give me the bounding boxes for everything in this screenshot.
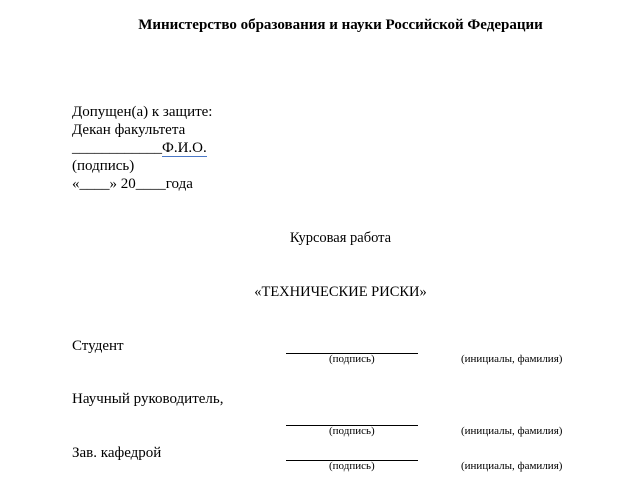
dean-signature-hint: (подпись) — [72, 158, 135, 174]
dean-fio: Ф.И.О. — [162, 140, 207, 156]
dean-fio-line — [72, 140, 207, 157]
student-name-hint: (инициалы, фамилия) — [461, 353, 563, 365]
supervisor-name-hint: (инициалы, фамилия) — [461, 425, 563, 437]
admitted-label: Допущен(а) к защите: — [72, 104, 213, 120]
dean-blank: ____________ — [72, 140, 162, 156]
student-label: Студент — [72, 338, 124, 354]
supervisor-label: Научный руководитель, — [72, 391, 224, 407]
ministry-title: Министерство образования и науки Российской Федерации — [138, 17, 543, 33]
head-label: Зав. кафедрой — [72, 445, 162, 461]
student-sign-hint: (подпись) — [329, 353, 375, 365]
head-name-hint: (инициалы, фамилия) — [461, 460, 563, 472]
approval-date: «____» 20____года — [72, 176, 193, 192]
head-sign-hint: (подпись) — [329, 460, 375, 472]
dean-label: Декан факультета — [72, 122, 186, 138]
work-topic: «ТЕХНИЧЕСКИЕ РИСКИ» — [254, 284, 427, 300]
work-type: Курсовая работа — [289, 230, 392, 246]
supervisor-sign-hint: (подпись) — [329, 425, 375, 437]
